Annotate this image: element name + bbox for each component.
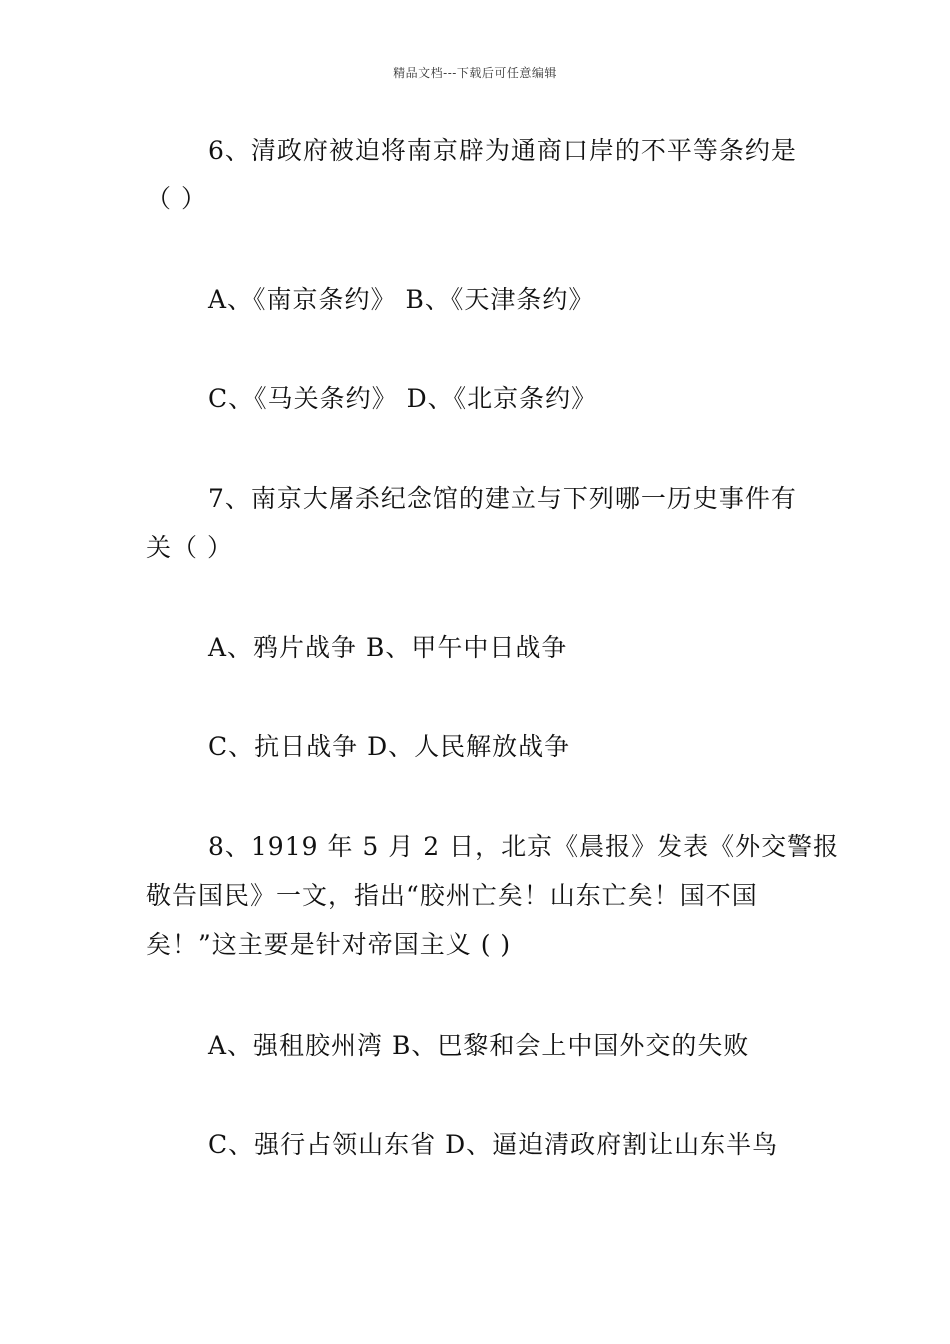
question-7-option-ab: A、鸦片战争 B、甲午中日战争 — [208, 633, 568, 662]
question-8-line-1: 8、1919 年 5 月 2 日，北京《晨报》发表《外交警报 — [208, 832, 840, 861]
question-8-line-2: 敬告国民》一文，指出“胶州亡矣！山东亡矣！国不国 — [146, 881, 758, 910]
question-8-line-3: 矣！”这主要是针对帝国主义 ( ) — [146, 930, 512, 959]
question-7-line-1: 7、南京大屠杀纪念馆的建立与下列哪一历史事件有 — [208, 484, 797, 513]
question-8-option-ab: A、强租胶州湾 B、巴黎和会上中国外交的失败 — [208, 1031, 750, 1060]
question-7-option-cd: C、抗日战争 D、人民解放战争 — [208, 732, 571, 761]
question-7-line-2: 关（ ） — [146, 533, 233, 562]
question-6-line-2: （ ） — [146, 184, 207, 213]
question-6-option-ab: A、《南京条约》 B、《天津条约》 — [208, 285, 595, 314]
question-8-option-cd: C、强行占领山东省 D、逼迫清政府割让山东半鸟 — [208, 1130, 779, 1159]
question-6-line-1: 6、清政府被迫将南京辟为通商口岸的不平等条约是 — [208, 136, 797, 165]
page-header: 精品文档---下载后可任意编辑 — [393, 66, 557, 80]
question-6-option-cd: C、《马关条约》 D、《北京条约》 — [208, 384, 598, 413]
